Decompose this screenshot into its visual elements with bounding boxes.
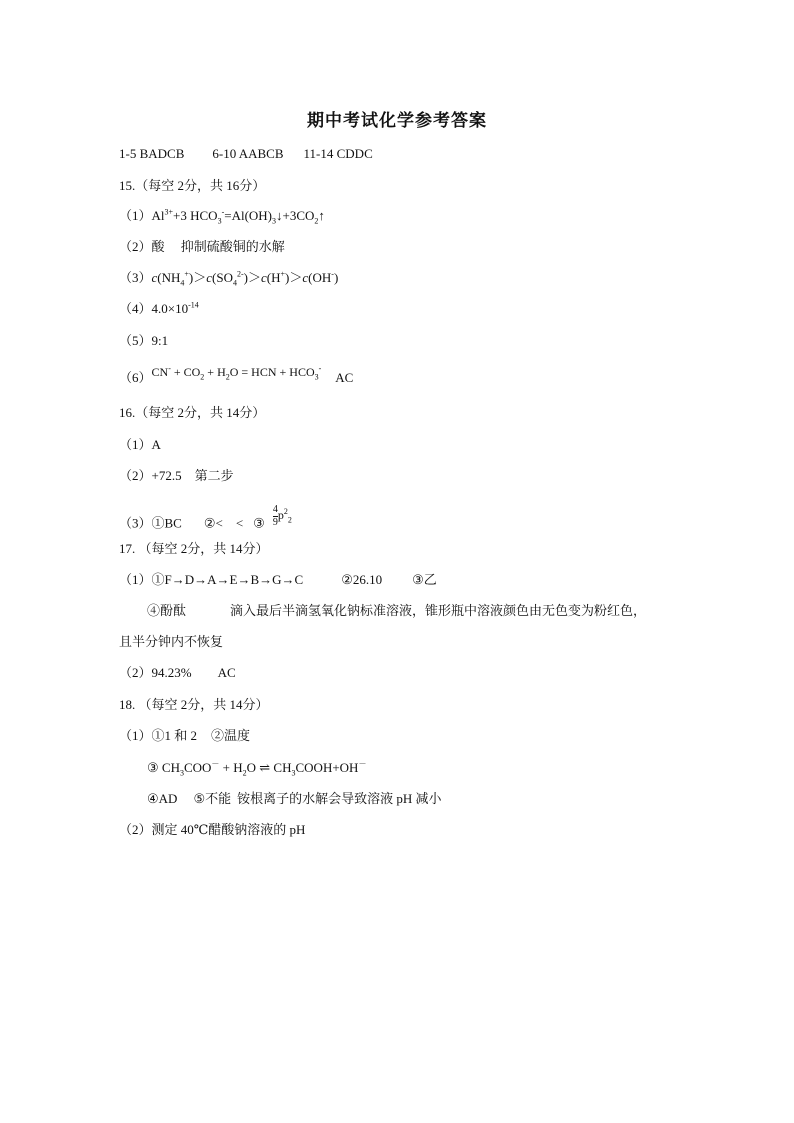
q16-answer-3: （3）①BC ②< < ③ $\frac{4}{9}$ $p^2_2$: [119, 504, 292, 531]
q17-answer-2: （2）94.23% AC: [119, 665, 236, 680]
q15-answer-2: （2）酸 抑制硫酸铜的水解: [119, 239, 285, 254]
q18-answer-2: （2）测定 40℃醋酸钠溶液的 pH: [119, 822, 306, 837]
mc-group-1: 1-5 BADCB: [119, 146, 185, 161]
q17-answer-1-line-2: ④酚酞 滴入最后半滴氢氧化钠标准溶液，锥形瓶中溶液颜色由无色变为粉红色，: [147, 603, 647, 618]
mc-answers: [119, 146, 373, 162]
q18-answer-1: （1）①1 和 2 ②温度: [119, 728, 251, 743]
q15-answer-1: $(1)Al^{3+}+3$ $HCO_3^-=Al(OH)_3↓+3CO_2↑$: [119, 207, 325, 226]
q15-answer-4: $(4)4.0\times 10^{-14}$: [119, 300, 199, 316]
mc-group-2: 6-10 AABCB: [212, 146, 284, 161]
mc-group-3: 11-14 CDDC: [303, 146, 373, 161]
q18-answer-1-line-3: ④AD ⑤不能 铵根离子的水解会导致溶液 pH 减小: [147, 791, 442, 806]
q16-pressure: $p^2_2$: [277, 507, 292, 525]
q17-answer-1: （1）①F→D→A→E→B→G→C ②26.10 ③乙: [119, 572, 437, 587]
q15-answer-3: $(3)c(NH_4^+)>c(SO_4^{2-})>c(H^+)>c(OH^-)$: [119, 269, 339, 288]
page-title: 期中考试化学参考答案: [307, 111, 487, 130]
q15-answer-5: （5）9:1: [119, 333, 169, 348]
q15-equation: $CN^- + CO_2 + H_2O$ = HCN + $HCO_3^-$: [151, 364, 322, 382]
q18-answer-1-line-2: ③ $CH_3COO^- + H_2O$ ⇌ $CH_3COOH+OH^-$: [147, 759, 367, 778]
q18-header: 18. （每空 2分，共 14分）: [119, 697, 269, 712]
q16-answer-1: （1）A: [119, 437, 161, 452]
q16-fraction: $\frac{4}{9}$: [272, 504, 278, 528]
q15-answer-6: $(6)CN^- + CO_2 + H_2O$ = HCN + $HCO_3^-AC$: [119, 364, 354, 385]
q17-answer-1-line-3: 且半分钟内不恢复: [119, 634, 224, 649]
q17-header: 17. （每空 2分，共 14分）: [119, 541, 269, 556]
q16-answer-2: （2）+72.5 第二步: [119, 468, 234, 483]
q15-header: 15.（每空 2分，共 16分）: [119, 178, 266, 193]
q16-header: 16.（每空 2分，共 14分）: [119, 405, 266, 420]
